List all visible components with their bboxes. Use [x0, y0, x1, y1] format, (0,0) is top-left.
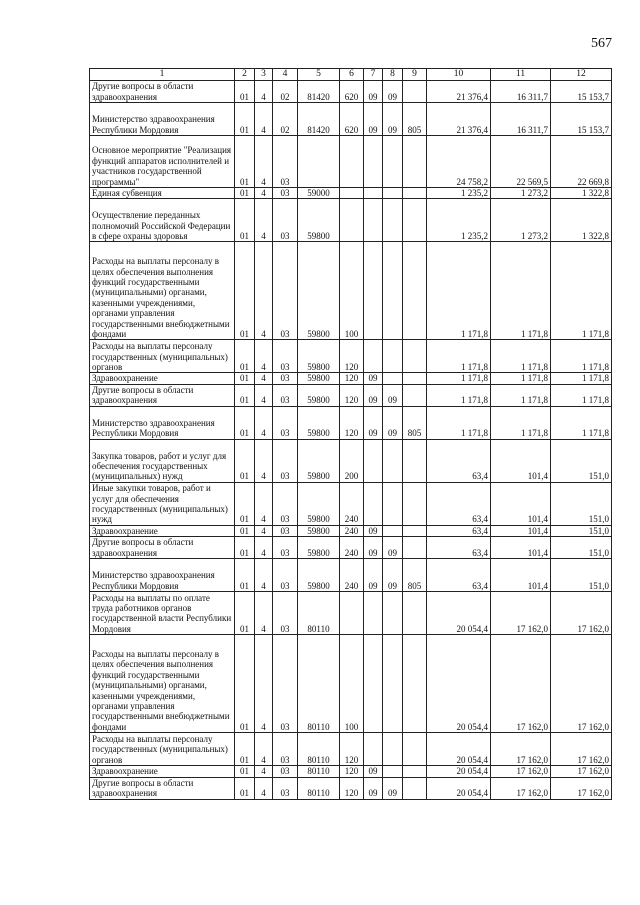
- code-cell: 01: [235, 439, 255, 482]
- table-row: [90, 373, 612, 384]
- code-cell: 01: [235, 340, 255, 373]
- code-cell: 01: [235, 482, 255, 525]
- code-cell: 03: [273, 340, 298, 373]
- code-cell: 09: [383, 81, 403, 103]
- code-cell: 09: [364, 384, 383, 406]
- amount-cell: 1 171,8: [491, 384, 551, 406]
- code-cell: 03: [273, 136, 298, 188]
- code-cell: 01: [235, 635, 255, 733]
- code-cell: 59800: [298, 373, 340, 384]
- code-cell: [383, 482, 403, 525]
- name-cell: Осуществление переданных полномочий Российской Федерации в сфере охраны здоровья: [90, 199, 235, 242]
- code-cell: 01: [235, 406, 255, 439]
- name-cell: Здравоохранение: [90, 373, 235, 384]
- code-cell: 100: [340, 242, 364, 340]
- code-cell: 4: [255, 242, 273, 340]
- code-cell: 01: [235, 373, 255, 384]
- code-cell: 01: [235, 537, 255, 559]
- code-cell: [383, 733, 403, 766]
- name-cell: Расходы на выплаты по оплате труда работников органов государственной власти Республики Мордовия: [90, 592, 235, 635]
- code-cell: [403, 482, 427, 525]
- table-row: [90, 482, 612, 525]
- code-cell: [364, 242, 383, 340]
- code-cell: [383, 373, 403, 384]
- code-cell: 4: [255, 340, 273, 373]
- amount-cell: 21 376,4: [427, 103, 491, 136]
- amount-cell: 1 171,8: [551, 373, 612, 384]
- code-cell: 4: [255, 766, 273, 777]
- budget-table: [89, 68, 612, 800]
- code-cell: 240: [340, 525, 364, 536]
- code-cell: 01: [235, 766, 255, 777]
- code-cell: [364, 592, 383, 635]
- column-header: 10: [427, 69, 491, 81]
- code-cell: 4: [255, 136, 273, 188]
- amount-cell: 1 171,8: [551, 340, 612, 373]
- code-cell: 120: [340, 777, 364, 799]
- code-cell: 120: [340, 733, 364, 766]
- code-cell: 03: [273, 242, 298, 340]
- amount-cell: 17 162,0: [491, 635, 551, 733]
- amount-cell: 1 235,2: [427, 199, 491, 242]
- code-cell: 80110: [298, 777, 340, 799]
- amount-cell: 151,0: [551, 559, 612, 592]
- amount-cell: 1 171,8: [491, 242, 551, 340]
- amount-cell: 63,4: [427, 482, 491, 525]
- name-cell: Другие вопросы в области здравоохранения: [90, 777, 235, 799]
- code-cell: 4: [255, 384, 273, 406]
- code-cell: 59800: [298, 406, 340, 439]
- table-row: [90, 81, 612, 103]
- code-cell: 59800: [298, 384, 340, 406]
- amount-cell: 22 569,5: [491, 136, 551, 188]
- table-row: [90, 242, 612, 340]
- column-header: 12: [551, 69, 612, 81]
- code-cell: 03: [273, 482, 298, 525]
- column-header: 9: [403, 69, 427, 81]
- amount-cell: 24 758,2: [427, 136, 491, 188]
- code-cell: 09: [364, 103, 383, 136]
- table-row: [90, 733, 612, 766]
- code-cell: 01: [235, 777, 255, 799]
- amount-cell: 1 171,8: [427, 242, 491, 340]
- code-cell: 01: [235, 384, 255, 406]
- code-cell: 59800: [298, 482, 340, 525]
- name-cell: Другие вопросы в области здравоохранения: [90, 384, 235, 406]
- code-cell: [383, 439, 403, 482]
- table-body: [90, 81, 612, 800]
- amount-cell: 15 153,7: [551, 81, 612, 103]
- code-cell: 4: [255, 482, 273, 525]
- code-cell: 4: [255, 537, 273, 559]
- amount-cell: 1 235,2: [427, 188, 491, 199]
- column-header: 11: [491, 69, 551, 81]
- amount-cell: 63,4: [427, 525, 491, 536]
- amount-cell: 151,0: [551, 482, 612, 525]
- code-cell: 59800: [298, 439, 340, 482]
- code-cell: 03: [273, 559, 298, 592]
- code-cell: 59800: [298, 199, 340, 242]
- table-row: [90, 777, 612, 799]
- amount-cell: 17 162,0: [551, 592, 612, 635]
- code-cell: 120: [340, 766, 364, 777]
- code-cell: 4: [255, 199, 273, 242]
- amount-cell: 1 171,8: [491, 373, 551, 384]
- code-cell: 09: [383, 406, 403, 439]
- code-cell: [383, 199, 403, 242]
- code-cell: [383, 136, 403, 188]
- code-cell: 4: [255, 733, 273, 766]
- code-cell: [340, 136, 364, 188]
- name-cell: Иные закупки товаров, работ и услуг для обеспечения государственных (муниципальных) нужд: [90, 482, 235, 525]
- code-cell: 620: [340, 81, 364, 103]
- code-cell: 81420: [298, 103, 340, 136]
- amount-cell: 17 162,0: [551, 635, 612, 733]
- amount-cell: 63,4: [427, 559, 491, 592]
- name-cell: Здравоохранение: [90, 525, 235, 536]
- code-cell: 4: [255, 559, 273, 592]
- table-row: [90, 103, 612, 136]
- code-cell: 09: [364, 777, 383, 799]
- column-header: 8: [383, 69, 403, 81]
- code-cell: 59000: [298, 188, 340, 199]
- column-header: 4: [273, 69, 298, 81]
- code-cell: [403, 733, 427, 766]
- code-cell: 01: [235, 242, 255, 340]
- column-header: 7: [364, 69, 383, 81]
- code-cell: 01: [235, 103, 255, 136]
- code-cell: 100: [340, 635, 364, 733]
- code-cell: [403, 777, 427, 799]
- amount-cell: 17 162,0: [551, 766, 612, 777]
- code-cell: 09: [364, 766, 383, 777]
- code-cell: 240: [340, 537, 364, 559]
- amount-cell: 1 171,8: [551, 384, 612, 406]
- amount-cell: 1 273,2: [491, 188, 551, 199]
- code-cell: 59800: [298, 340, 340, 373]
- code-cell: [403, 199, 427, 242]
- code-cell: [340, 188, 364, 199]
- code-cell: [364, 340, 383, 373]
- code-cell: 120: [340, 373, 364, 384]
- code-cell: 4: [255, 103, 273, 136]
- code-cell: 240: [340, 559, 364, 592]
- amount-cell: 17 162,0: [551, 733, 612, 766]
- amount-cell: 1 171,8: [551, 406, 612, 439]
- amount-cell: 20 054,4: [427, 635, 491, 733]
- table-row: [90, 188, 612, 199]
- amount-cell: 101,4: [491, 537, 551, 559]
- code-cell: 4: [255, 525, 273, 536]
- amount-cell: 21 376,4: [427, 81, 491, 103]
- code-cell: [364, 136, 383, 188]
- table-row: [90, 635, 612, 733]
- code-cell: 03: [273, 537, 298, 559]
- code-cell: [403, 384, 427, 406]
- amount-cell: 1 171,8: [427, 384, 491, 406]
- code-cell: 09: [364, 81, 383, 103]
- code-cell: [403, 136, 427, 188]
- code-cell: 4: [255, 406, 273, 439]
- table-row: [90, 406, 612, 439]
- name-cell: Расходы на выплаты персоналу в целях обеспечения выполнения функций государственными (муниципальными) органами, казенными учреждениями, органами управления государственными внебюджетными фондами: [90, 635, 235, 733]
- name-cell: Расходы на выплаты персоналу в целях обеспечения выполнения функций государственными (муниципальными) органами, казенными учреждениями, органами управления государственными внебюджетными фондами: [90, 242, 235, 340]
- table-row: [90, 199, 612, 242]
- code-cell: 01: [235, 559, 255, 592]
- code-cell: 805: [403, 103, 427, 136]
- code-cell: 03: [273, 439, 298, 482]
- amount-cell: 101,4: [491, 525, 551, 536]
- amount-cell: 151,0: [551, 525, 612, 536]
- code-cell: [383, 242, 403, 340]
- name-cell: Закупка товаров, работ и услуг для обеспечения государственных (муниципальных) нужд: [90, 439, 235, 482]
- amount-cell: 151,0: [551, 537, 612, 559]
- code-cell: 03: [273, 188, 298, 199]
- column-header: 3: [255, 69, 273, 81]
- amount-cell: 1 171,8: [491, 340, 551, 373]
- code-cell: 01: [235, 592, 255, 635]
- name-cell: Другие вопросы в области здравоохранения: [90, 537, 235, 559]
- table-row: [90, 766, 612, 777]
- amount-cell: 20 054,4: [427, 766, 491, 777]
- name-cell: Расходы на выплаты персоналу государственных (муниципальных) органов: [90, 733, 235, 766]
- code-cell: [340, 592, 364, 635]
- amount-cell: 101,4: [491, 439, 551, 482]
- code-cell: [403, 242, 427, 340]
- name-cell: Министерство здравоохранения Республики Мордовия: [90, 103, 235, 136]
- code-cell: 03: [273, 733, 298, 766]
- column-header: 2: [235, 69, 255, 81]
- column-header: 5: [298, 69, 340, 81]
- code-cell: [403, 537, 427, 559]
- code-cell: 01: [235, 81, 255, 103]
- code-cell: 09: [364, 559, 383, 592]
- amount-cell: 17 162,0: [491, 592, 551, 635]
- code-cell: 120: [340, 340, 364, 373]
- budget-table-container: [89, 68, 612, 800]
- code-cell: 4: [255, 188, 273, 199]
- code-cell: 4: [255, 81, 273, 103]
- code-cell: 80110: [298, 733, 340, 766]
- name-cell: Основное мероприятие "Реализация функций аппаратов исполнителей и участников государственной программы": [90, 136, 235, 188]
- amount-cell: 16 311,7: [491, 103, 551, 136]
- amount-cell: 16 311,7: [491, 81, 551, 103]
- code-cell: 03: [273, 199, 298, 242]
- table-row: [90, 136, 612, 188]
- amount-cell: 20 054,4: [427, 592, 491, 635]
- code-cell: 620: [340, 103, 364, 136]
- code-cell: 4: [255, 373, 273, 384]
- amount-cell: 151,0: [551, 439, 612, 482]
- code-cell: 09: [383, 384, 403, 406]
- code-cell: 4: [255, 777, 273, 799]
- code-cell: 805: [403, 406, 427, 439]
- code-cell: 01: [235, 136, 255, 188]
- code-cell: 09: [383, 103, 403, 136]
- code-cell: [383, 525, 403, 536]
- code-cell: 03: [273, 384, 298, 406]
- amount-cell: 17 162,0: [491, 777, 551, 799]
- table-row: [90, 384, 612, 406]
- code-cell: 80110: [298, 592, 340, 635]
- name-cell: Расходы на выплаты персоналу государственных (муниципальных) органов: [90, 340, 235, 373]
- code-cell: 03: [273, 766, 298, 777]
- code-cell: 805: [403, 559, 427, 592]
- table-row: [90, 559, 612, 592]
- code-cell: 59800: [298, 559, 340, 592]
- code-cell: 01: [235, 199, 255, 242]
- code-cell: [364, 188, 383, 199]
- name-cell: Здравоохранение: [90, 766, 235, 777]
- table-row: [90, 592, 612, 635]
- code-cell: [383, 340, 403, 373]
- code-cell: 09: [364, 537, 383, 559]
- code-cell: 01: [235, 733, 255, 766]
- code-cell: [403, 81, 427, 103]
- code-cell: [340, 199, 364, 242]
- code-cell: [403, 340, 427, 373]
- code-cell: 59800: [298, 525, 340, 536]
- code-cell: 01: [235, 525, 255, 536]
- code-cell: 81420: [298, 81, 340, 103]
- code-cell: 80110: [298, 766, 340, 777]
- amount-cell: 1 322,8: [551, 188, 612, 199]
- code-cell: 59800: [298, 242, 340, 340]
- code-cell: [403, 439, 427, 482]
- code-cell: 120: [340, 384, 364, 406]
- name-cell: Другие вопросы в области здравоохранения: [90, 81, 235, 103]
- table-row: [90, 340, 612, 373]
- code-cell: [298, 136, 340, 188]
- column-header: 1: [90, 69, 235, 81]
- amount-cell: 1 171,8: [551, 242, 612, 340]
- code-cell: 09: [364, 525, 383, 536]
- code-cell: [403, 188, 427, 199]
- code-cell: [364, 439, 383, 482]
- amount-cell: 22 669,8: [551, 136, 612, 188]
- code-cell: [403, 525, 427, 536]
- amount-cell: 101,4: [491, 559, 551, 592]
- code-cell: [403, 766, 427, 777]
- code-cell: 09: [383, 537, 403, 559]
- code-cell: 03: [273, 635, 298, 733]
- code-cell: 4: [255, 439, 273, 482]
- code-cell: [364, 635, 383, 733]
- code-cell: 01: [235, 188, 255, 199]
- amount-cell: 1 171,8: [427, 340, 491, 373]
- code-cell: [364, 733, 383, 766]
- amount-cell: 63,4: [427, 439, 491, 482]
- code-cell: 4: [255, 635, 273, 733]
- column-header: 6: [340, 69, 364, 81]
- amount-cell: 1 171,8: [427, 373, 491, 384]
- code-cell: 03: [273, 592, 298, 635]
- amount-cell: 20 054,4: [427, 733, 491, 766]
- amount-cell: 1 171,8: [427, 406, 491, 439]
- code-cell: 02: [273, 81, 298, 103]
- name-cell: Министерство здравоохранения Республики Мордовия: [90, 406, 235, 439]
- amount-cell: 101,4: [491, 482, 551, 525]
- amount-cell: 63,4: [427, 537, 491, 559]
- amount-cell: 1 273,2: [491, 199, 551, 242]
- code-cell: 59800: [298, 537, 340, 559]
- code-cell: [383, 635, 403, 733]
- code-cell: [403, 373, 427, 384]
- amount-cell: 20 054,4: [427, 777, 491, 799]
- code-cell: 200: [340, 439, 364, 482]
- amount-cell: 1 322,8: [551, 199, 612, 242]
- code-cell: [403, 592, 427, 635]
- code-cell: 09: [383, 559, 403, 592]
- code-cell: [364, 482, 383, 525]
- code-cell: 03: [273, 777, 298, 799]
- code-cell: 09: [364, 406, 383, 439]
- amount-cell: 1 171,8: [491, 406, 551, 439]
- code-cell: 02: [273, 103, 298, 136]
- table-row: [90, 537, 612, 559]
- amount-cell: 17 162,0: [551, 777, 612, 799]
- code-cell: [383, 766, 403, 777]
- code-cell: [383, 592, 403, 635]
- name-cell: Единая субвенция: [90, 188, 235, 199]
- table-row: [90, 525, 612, 536]
- code-cell: 03: [273, 406, 298, 439]
- code-cell: 120: [340, 406, 364, 439]
- amount-cell: 17 162,0: [491, 733, 551, 766]
- code-cell: 80110: [298, 635, 340, 733]
- table-row: [90, 439, 612, 482]
- code-cell: [383, 188, 403, 199]
- code-cell: [403, 635, 427, 733]
- code-cell: 03: [273, 373, 298, 384]
- code-cell: 4: [255, 592, 273, 635]
- header-row: [90, 69, 612, 81]
- code-cell: 03: [273, 525, 298, 536]
- amount-cell: 17 162,0: [491, 766, 551, 777]
- amount-cell: 15 153,7: [551, 103, 612, 136]
- code-cell: 09: [364, 373, 383, 384]
- page-number: 567: [591, 36, 612, 51]
- code-cell: 09: [383, 777, 403, 799]
- name-cell: Министерство здравоохранения Республики Мордовия: [90, 559, 235, 592]
- code-cell: 240: [340, 482, 364, 525]
- code-cell: [364, 199, 383, 242]
